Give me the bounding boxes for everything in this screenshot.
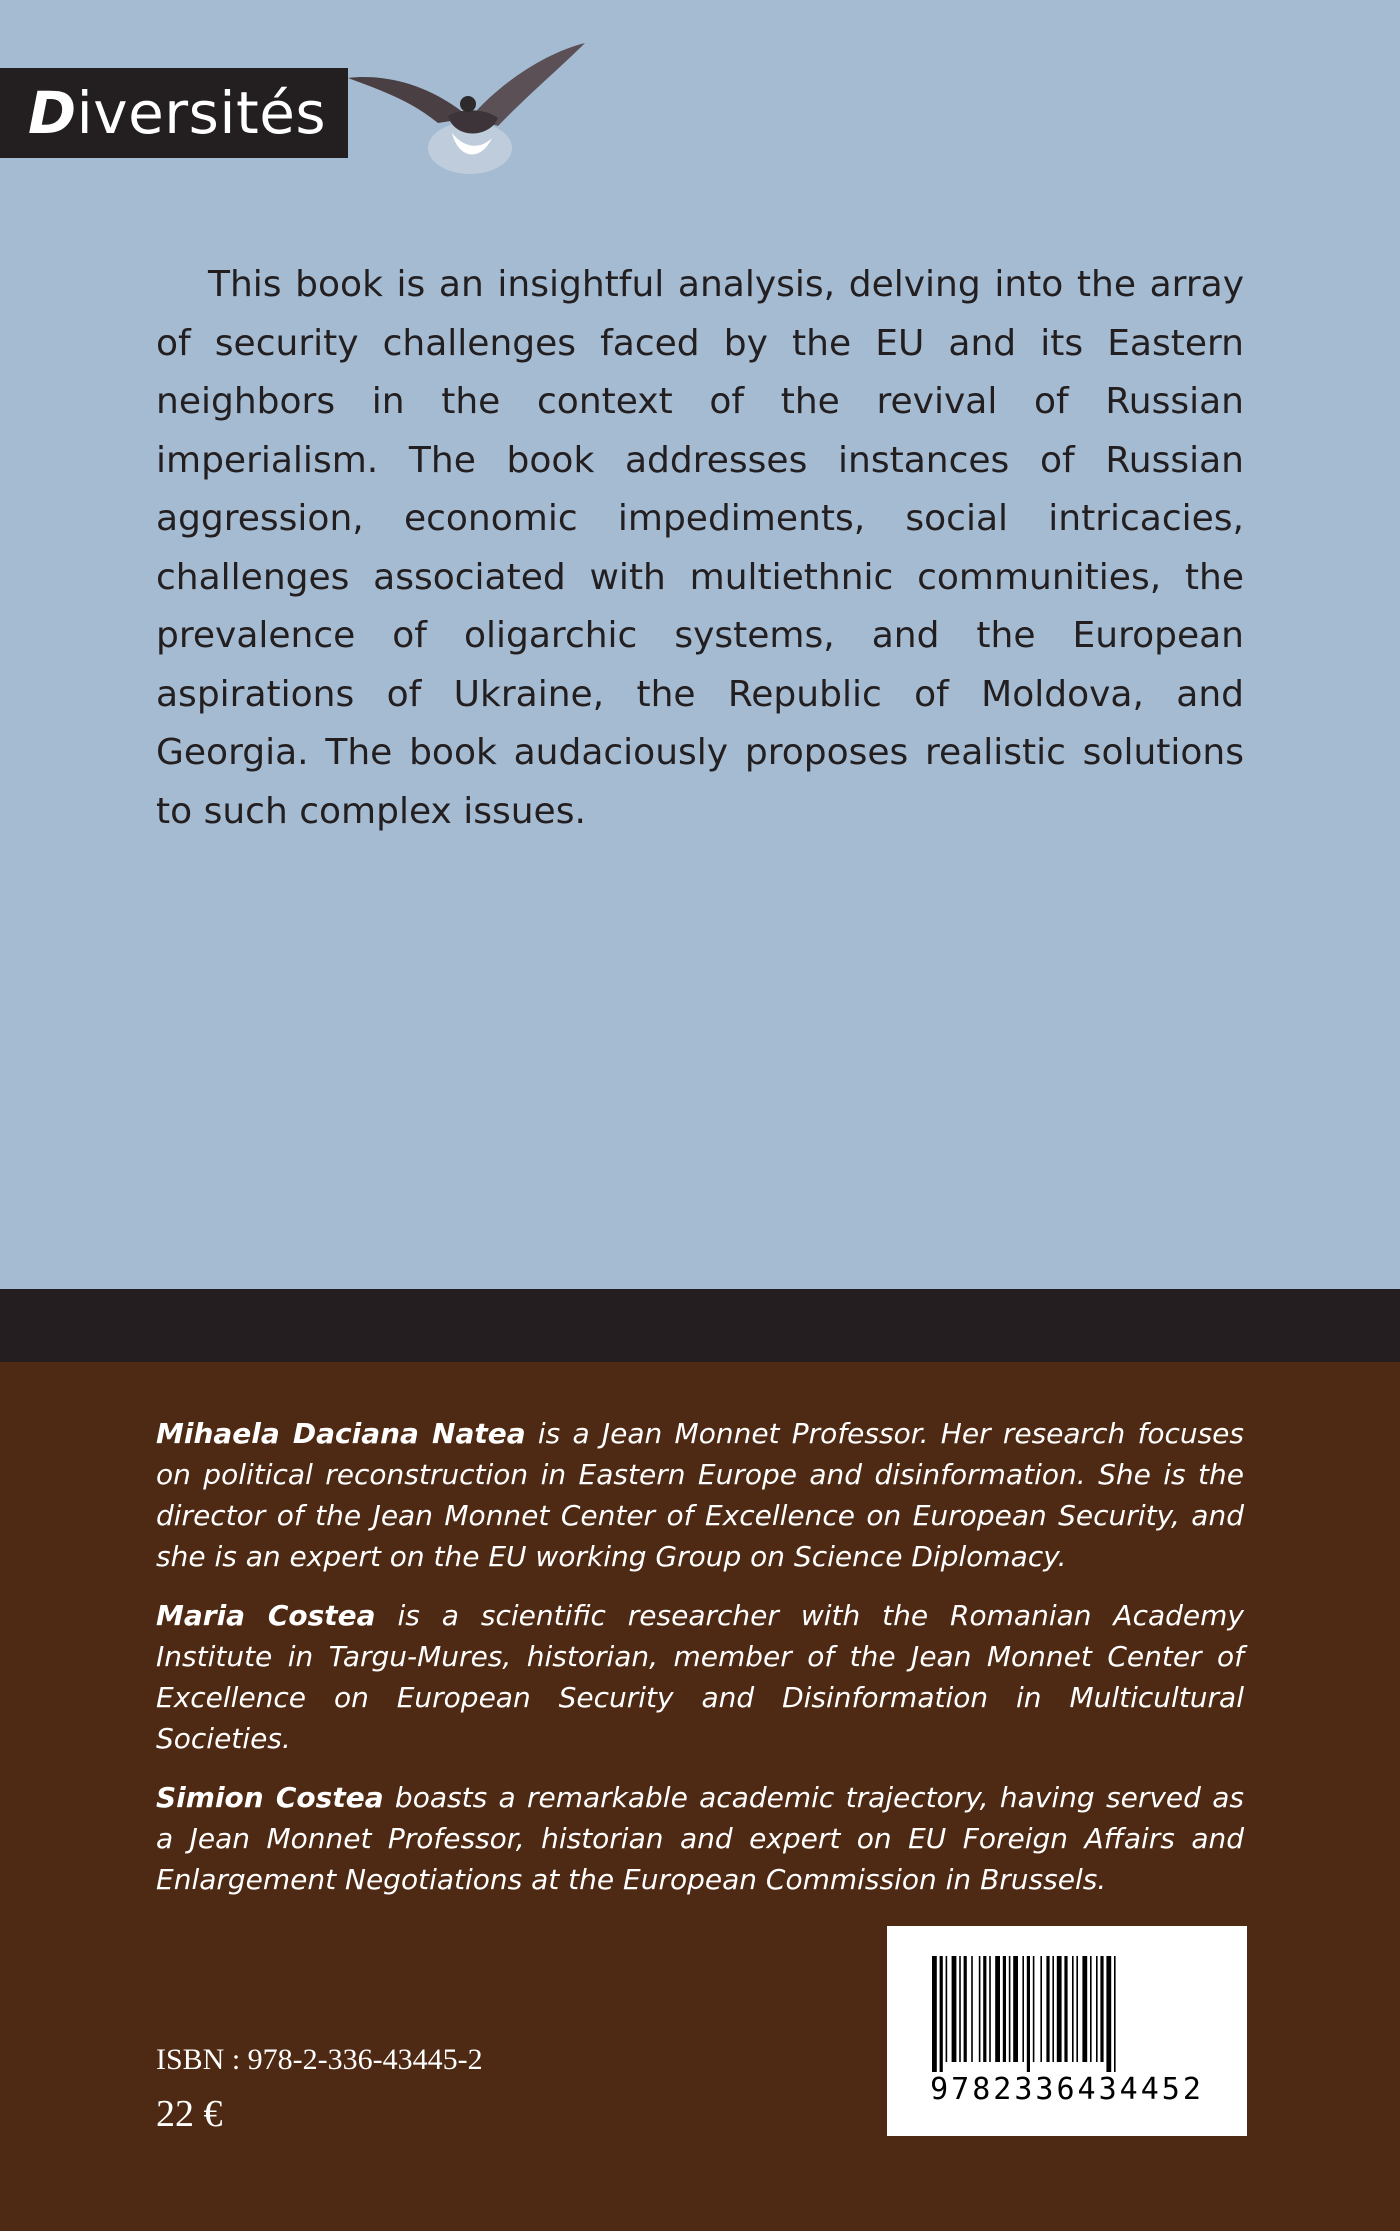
barcode-bar	[1076, 1956, 1078, 2062]
barcode-bar	[983, 1956, 986, 2062]
barcode-bar	[1090, 1956, 1092, 2062]
author-name: Simion Costea	[156, 1781, 384, 1814]
barcode-bar	[964, 1956, 967, 2062]
barcode-bar	[940, 1956, 943, 2072]
barcode-bar	[1057, 1956, 1062, 2062]
author-name: Maria Costea	[156, 1599, 376, 1632]
barcode-bar	[1009, 1956, 1011, 2062]
barcode-bar	[1022, 1956, 1024, 2062]
isbn-text: ISBN : 978-2-336-43445-2	[156, 2043, 483, 2076]
barcode-bar	[971, 1956, 973, 2062]
author-name: Mihaela Daciana Natea	[156, 1417, 526, 1450]
barcode-bar	[1100, 1956, 1103, 2062]
barcode-bar	[1033, 1956, 1035, 2062]
barcode-bar	[1082, 1956, 1087, 2062]
barcode-bar	[1106, 1956, 1111, 2072]
author-bios	[156, 1413, 1244, 1918]
barcode-bar	[932, 1956, 937, 2072]
barcode-bar	[1072, 1956, 1074, 2062]
author-bio-text: boasts a remarkable academic trajectory, having served as a Jean Monnet Professor, historian and expert on EU Foreign Affairs and Enlargement Negotiations at the European Commission in Brussels.	[156, 1781, 1244, 1896]
barcode-bar	[1013, 1956, 1018, 2062]
barcode-bar	[1052, 1956, 1054, 2062]
barcode-bar	[1003, 1956, 1006, 2062]
barcode-bar	[989, 1956, 991, 2062]
barcode-bar	[1096, 1956, 1098, 2062]
dove-icon	[340, 38, 600, 188]
barcode-bar	[979, 1956, 981, 2062]
barcode-bar	[1064, 1956, 1067, 2062]
barcode-digits: 9782336434452	[930, 2072, 1204, 2107]
book-blurb: This book is an insightful analysis, delving into the array of security challenges faced by the EU and its Eastern neighbors in the context of the revival of Russian imperialism. The book addresses instances of Russian aggression, economic impediments, social intricacies, challenges associated with multiethnic communities, the prevalence of oligarchic systems, and the European aspirations of Ukraine, the Republic of Moldova, and Georgia. The book audaciously proposes realistic solutions to such complex issues.	[156, 264, 1244, 832]
barcode-bar	[952, 1956, 957, 2062]
author-bio-text: is a Jean Monnet Professor. Her research focuses on political reconstruction in Eastern Europe and disinformation. She is the director of the Jean Monnet Center of Excellence on European Security, and she is an expert on the EU working Group on Science Diplomacy.	[156, 1417, 1244, 1573]
barcode-bar	[1114, 1956, 1116, 2072]
barcode	[887, 1926, 1247, 2136]
series-rest: iversités	[76, 79, 327, 147]
barcode-bar	[946, 1956, 948, 2062]
barcode-bar	[1046, 1956, 1049, 2062]
author-bio	[156, 1595, 1244, 1759]
barcode-bars	[932, 1956, 1202, 2072]
price-text: 22 €	[156, 2093, 223, 2135]
author-bio	[156, 1777, 1244, 1900]
series-name	[28, 70, 326, 156]
barcode-bar	[1027, 1956, 1030, 2072]
barcode-bar	[959, 1956, 961, 2062]
barcode-bar	[995, 1956, 1000, 2062]
dark-divider-band	[0, 1289, 1400, 1362]
series-initial: D	[28, 79, 77, 147]
author-bio-text: is a scientific researcher with the Romanian Academy Institute in Targu-Mures, historian, member of the Jean Monnet Center of Excellence on European Security and Disinformation in Multicultural Societies.	[156, 1599, 1244, 1755]
barcode-bar	[1040, 1956, 1042, 2062]
author-bio	[156, 1413, 1244, 1577]
